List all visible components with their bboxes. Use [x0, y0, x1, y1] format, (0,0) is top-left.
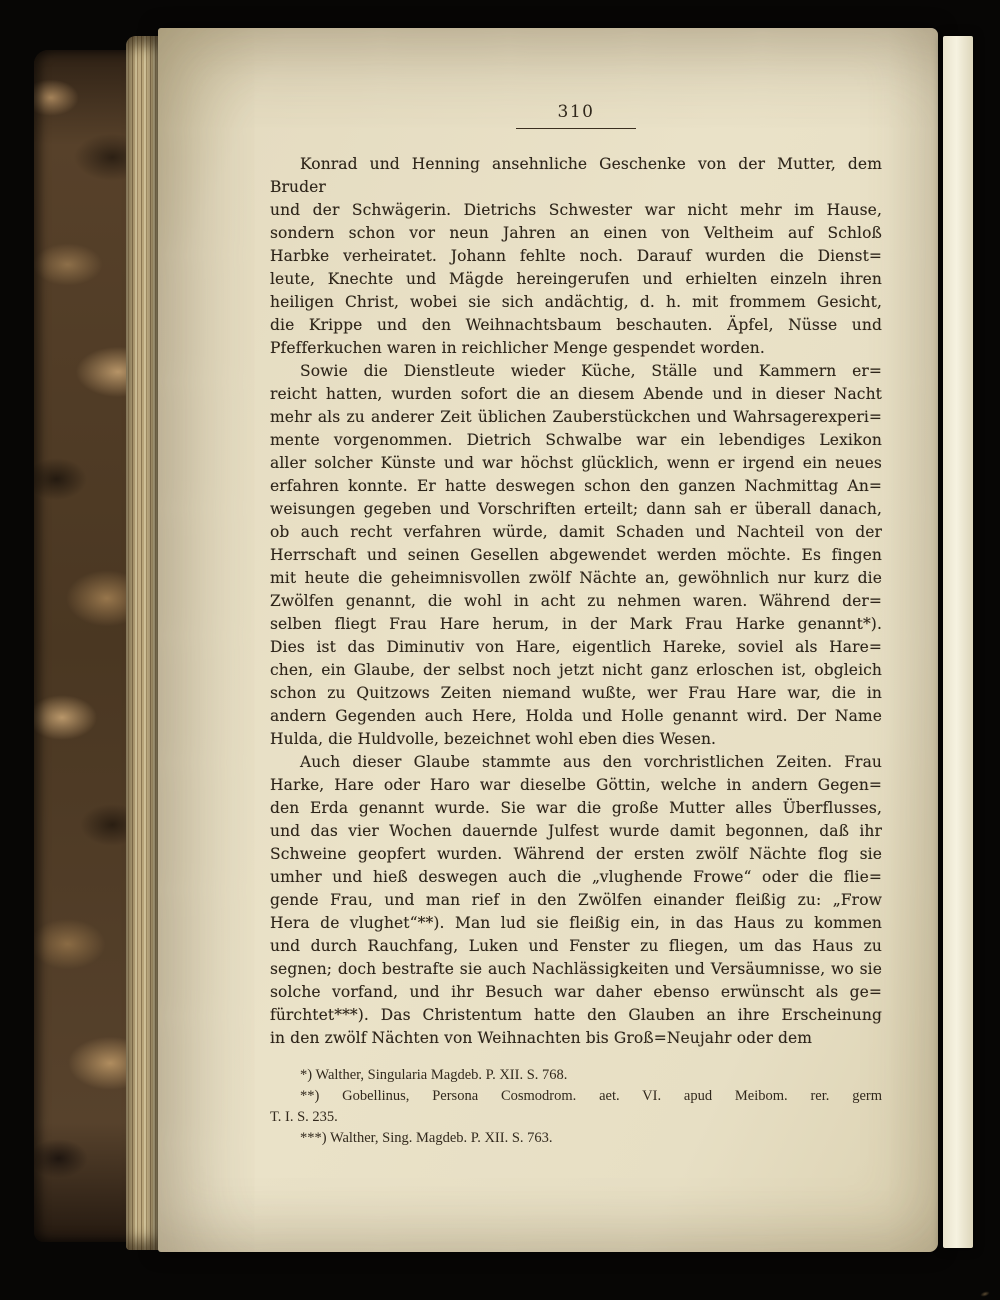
text-line: **) Gobellinus, Persona Cosmodrom. aet. VI. apud Meibom. rer. germ: [300, 1088, 882, 1104]
paragraph-3: [270, 751, 882, 1050]
page-content: [270, 102, 882, 1149]
corner-smudge: [977, 1288, 993, 1300]
text-line: gende Frau, und man rief in den Zwölfen einander fleißig zu: „Frow: [270, 891, 882, 909]
text-line: Harke, Hare oder Haro war dieselbe Göttin, welche in andern Gegen=: [270, 776, 882, 794]
text-line: aller solcher Künste und war höchst glücklich, wenn er irgend ein neues: [270, 454, 882, 472]
text-line: segnen; doch bestrafte sie auch Nachlässigkeiten und Versäumnisse, wo sie: [270, 960, 882, 978]
text-line: mente vorgenommen. Dietrich Schwalbe war ein lebendiges Lexikon: [270, 431, 882, 449]
footnotes: [270, 1065, 882, 1149]
text-line: Schweine geopfert wurden. Während der ersten zwölf Nächte flog sie: [270, 845, 882, 863]
text-line: den Erda genannt wurde. Sie war die große Mutter alles Überflusses,: [270, 799, 882, 817]
text-line: T. I. S. 235.: [270, 1109, 338, 1125]
text-line: umher und hieß deswegen auch die „vlughende Frowe“ oder die flie=: [270, 868, 882, 886]
text-line: ***) Walther, Sing. Magdeb. P. XII. S. 763.: [300, 1130, 553, 1146]
footnote-1: [270, 1065, 882, 1086]
text-line: sondern schon vor neun Jahren an einen von Veltheim auf Schloß: [270, 224, 882, 242]
text-line: Zwölfen genannt, die wohl in acht zu nehmen waren. Während der=: [270, 592, 882, 610]
page-stack-edges: [126, 36, 162, 1250]
text-line: *) Walther, Singularia Magdeb. P. XII. S. 768.: [300, 1067, 568, 1083]
adjacent-page-edge: [943, 36, 973, 1248]
text-line: leute, Knechte und Mägde hereingerufen und erhielten einzeln ihren: [270, 270, 882, 288]
text-line: Dies ist das Diminutiv von Hare, eigentlich Hareke, soviel als Hare=: [270, 638, 882, 656]
text-line: Hulda, die Huldvolle, bezeichnet wohl eben dies Wesen.: [270, 730, 717, 748]
page-number-block: [270, 102, 882, 129]
paragraph-2: [270, 360, 882, 751]
text-line: schon zu Quitzows Zeiten niemand wußte, wer Frau Hare war, die in: [270, 684, 882, 702]
text-line: fürchtet***). Das Christentum hatte den Glauben an ihre Erscheinung: [270, 1006, 882, 1024]
text-line: mehr als zu anderer Zeit üblichen Zauberstückchen und Wahrsagerexperi=: [270, 408, 882, 426]
body-text: [270, 153, 882, 1050]
text-line: und das vier Wochen dauernde Julfest wurde damit begonnen, daß ihr: [270, 822, 882, 840]
text-line: andern Gegenden auch Here, Holda und Holle genannt wird. Der Name: [270, 707, 882, 725]
text-line: Herrschaft und seinen Gesellen abgewendet werden möchte. Es fingen: [270, 546, 882, 564]
footnote-2: [270, 1086, 882, 1128]
text-line: in den zwölf Nächten von Weihnachten bis Groß=Neujahr oder dem: [270, 1029, 813, 1047]
text-line: und der Schwägerin. Dietrichs Schwester war nicht mehr im Hause,: [270, 201, 882, 219]
text-line: Hera de vlughet“**). Man lud sie fleißig ein, in das Haus zu kommen: [270, 914, 882, 932]
page-number: 310: [557, 102, 595, 122]
book-page: [158, 28, 938, 1252]
text-line: Harbke verheiratet. Johann fehlte noch. Darauf wurden die Dienst=: [270, 247, 882, 265]
text-line: mit heute die geheimnisvollen zwölf Nächte an, gewöhnlich nur kurz die: [270, 569, 882, 587]
text-line: Auch dieser Glaube stammte aus den vorchristlichen Zeiten. Frau: [300, 753, 882, 771]
text-line: heiligen Christ, wobei sie sich andächtig, d. h. mit frommem Gesicht,: [270, 293, 882, 311]
text-line: erfahren konnte. Er hatte deswegen schon den ganzen Nachmittag An=: [270, 477, 882, 495]
text-line: und durch Rauchfang, Luken und Fenster zu fliegen, um das Haus zu: [270, 937, 882, 955]
footnote-3: [270, 1128, 882, 1149]
paragraph-1: [270, 153, 882, 360]
text-line: die Krippe und den Weihnachtsbaum beschauten. Äpfel, Nüsse und: [270, 316, 882, 334]
text-line: solche vorfand, und ihr Besuch war daher ebenso erwünscht als ge=: [270, 983, 882, 1001]
text-line: ob auch recht verfahren würde, damit Schaden und Nachteil von der: [270, 523, 882, 541]
text-line: weisungen gegeben und Vorschriften erteilt; dann sah er überall danach,: [270, 500, 882, 518]
text-line: chen, ein Glaube, der selbst noch jetzt nicht ganz erloschen ist, obgleich: [270, 661, 882, 679]
text-line: Sowie die Dienstleute wieder Küche, Ställe und Kammern er=: [300, 362, 882, 380]
text-line: Pfefferkuchen waren in reichlicher Menge gespendet worden.: [270, 339, 765, 357]
text-line: selben fliegt Frau Hare herum, in der Mark Frau Harke genannt*).: [270, 615, 882, 633]
text-line: reicht hatten, wurden sofort die an diesem Abende und in dieser Nacht: [270, 385, 882, 403]
page-number-rule: [516, 128, 636, 129]
text-line: Konrad und Henning ansehnliche Geschenke von der Mutter, dem Bruder: [270, 155, 882, 196]
